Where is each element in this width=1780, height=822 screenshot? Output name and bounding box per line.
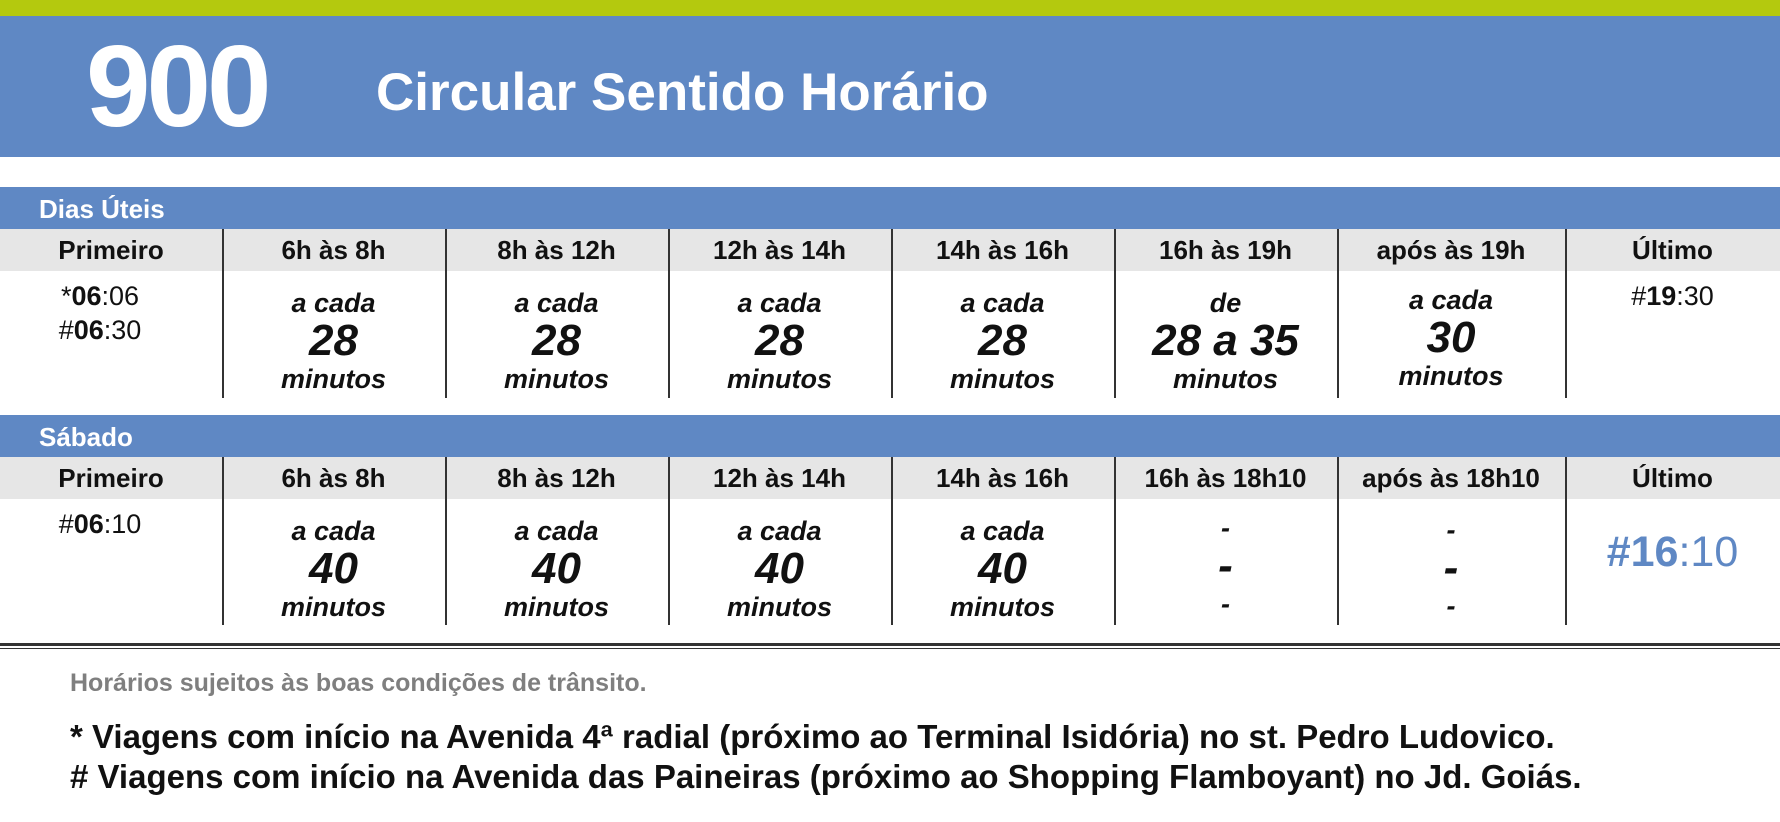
saturday-first-departures xyxy=(0,507,200,541)
saturday-interval-12-14: a cada 40 minutos xyxy=(727,516,832,622)
saturday-col-12-14: 12h às 14h xyxy=(713,463,846,493)
saturday-col-8-12: 8h às 12h xyxy=(497,463,616,493)
saturday-header-row xyxy=(0,457,1780,499)
weekdays-interval-after-19: a cada 30 minutos xyxy=(1398,285,1504,391)
weekdays-interval-6-8: a cada 28 minutos xyxy=(281,288,386,394)
route-header xyxy=(0,16,1780,157)
saturday-interval-6-8: a cada 40 minutos xyxy=(281,516,386,622)
saturday-section-title xyxy=(0,415,1780,457)
saturday-col-16-1810: 16h às 18h10 xyxy=(1144,463,1307,493)
weekdays-col-16-19: 16h às 19h xyxy=(1159,235,1292,265)
weekdays-col-14-16: 14h às 16h xyxy=(936,235,1069,265)
traffic-note: Horários sujeitos às boas condições de trânsito. xyxy=(70,669,647,697)
weekdays-first-departures xyxy=(0,279,200,347)
weekdays-interval-12-14: a cada 28 minutos xyxy=(727,288,832,394)
table-bottom-rule xyxy=(0,643,1780,646)
saturday-col-first: Primeiro xyxy=(58,463,164,493)
route-number: 900 xyxy=(86,21,268,151)
saturday-col-14-16: 14h às 16h xyxy=(936,463,1069,493)
column-divider xyxy=(1565,229,1567,398)
weekdays-col-8-12: 8h às 12h xyxy=(497,235,616,265)
saturday-interval-8-12: a cada 40 minutos xyxy=(504,516,609,622)
weekdays-section-title xyxy=(0,187,1780,229)
weekdays-last-departure: #19:30 xyxy=(1631,281,1714,311)
weekdays-col-after-19: após às 19h xyxy=(1376,235,1526,265)
saturday-col-after-1810: após às 18h10 xyxy=(1362,463,1540,493)
hash-footnote: # Viagens com início na Avenida das Paineiras (próximo ao Shopping Flamboyant) no Jd. Goiás. xyxy=(70,758,1582,795)
route-name: Circular Sentido Horário xyxy=(376,63,989,122)
saturday-last-departure: #16:10 xyxy=(1606,528,1739,576)
departure-time: #06:10 xyxy=(58,509,142,539)
table-bottom-rule xyxy=(0,648,1780,649)
weekdays-interval-14-16: a cada 28 minutos xyxy=(950,288,1055,394)
weekdays-col-6-8: 6h às 8h xyxy=(281,235,386,265)
departure-time: *06:06 xyxy=(60,281,140,311)
weekdays-interval-16-19: de 28 a 35 minutos xyxy=(1152,288,1299,394)
saturday-col-6-8: 6h às 8h xyxy=(281,463,386,493)
weekdays-title: Dias Úteis xyxy=(39,194,165,224)
weekdays-interval-8-12: a cada 28 minutos xyxy=(504,288,609,394)
weekdays-col-last: Último xyxy=(1632,235,1713,265)
saturday-interval-after-1810: - - - xyxy=(1443,515,1459,621)
weekdays-header-row xyxy=(0,229,1780,271)
top-accent-strip xyxy=(0,0,1780,16)
departure-time: #06:30 xyxy=(58,315,142,345)
weekdays-col-12-14: 12h às 14h xyxy=(713,235,846,265)
saturday-interval-14-16: a cada 40 minutos xyxy=(950,516,1055,622)
saturday-col-last: Último xyxy=(1632,463,1713,493)
saturday-title: Sábado xyxy=(39,422,133,452)
asterisk-footnote: * Viagens com início na Avenida 4ª radial (próximo ao Terminal Isidória) no st. Pedro Ludovico. xyxy=(70,718,1555,755)
weekdays-col-first: Primeiro xyxy=(58,235,164,265)
saturday-interval-16-1810: - - - xyxy=(1218,513,1233,619)
